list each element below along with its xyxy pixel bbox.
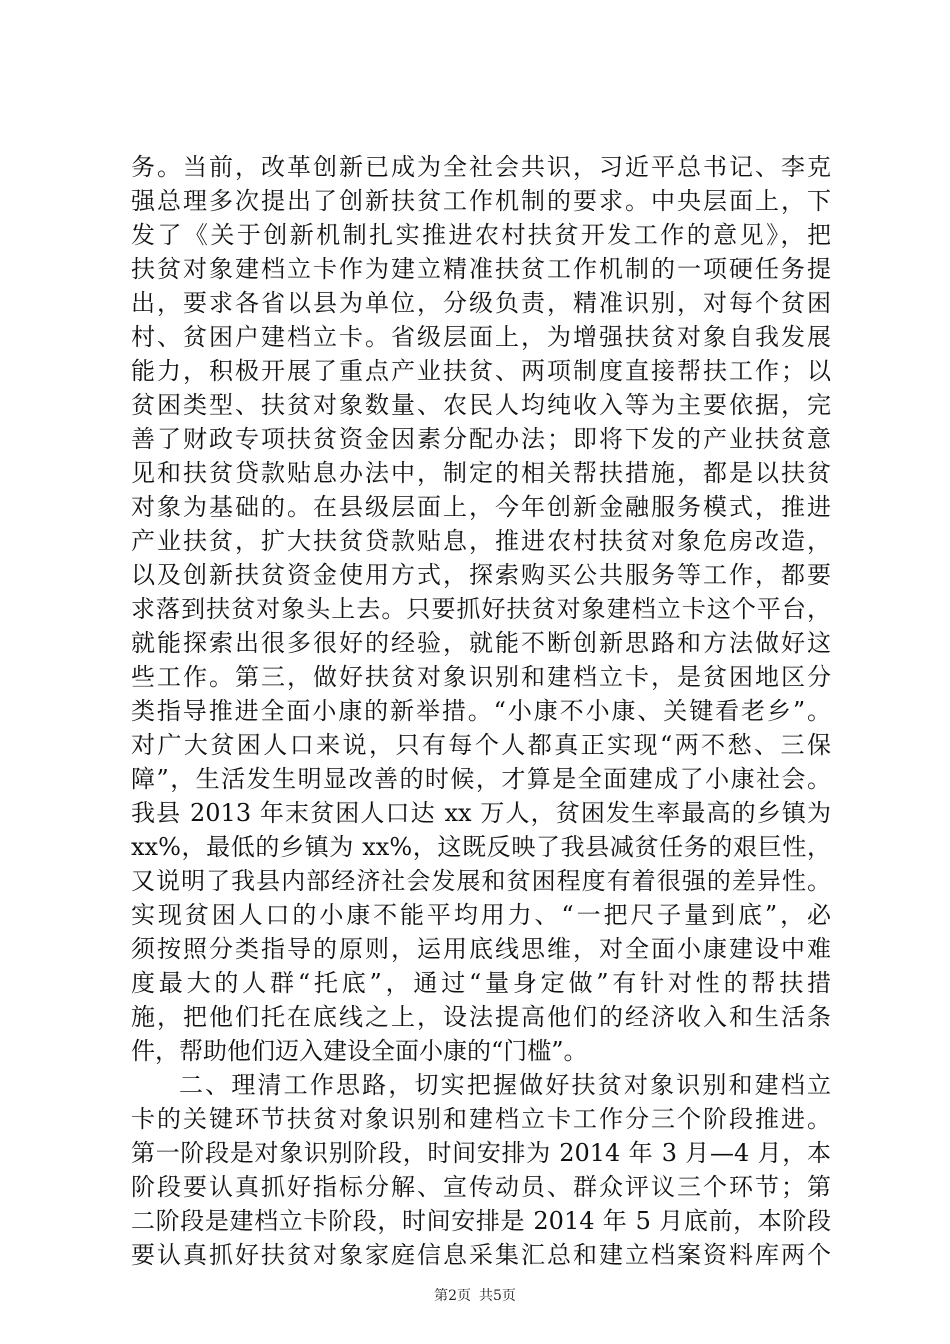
- text-line: 对象为基础的。在县级层面上，今年创新金融服务模式，推进: [131, 493, 831, 521]
- text-line: 施，把他们托在底线之上，设法提高他们的经济收入和生活条: [131, 1003, 831, 1031]
- page-total: 共5页: [479, 1288, 516, 1304]
- text-line: 贫困类型、扶贫对象数量、农民人均纯收入等为主要依据，完: [131, 391, 831, 419]
- text-line: 求落到扶贫对象头上去。只要抓好扶贫对象建档立卡这个平台，: [131, 595, 831, 623]
- document-body: [131, 150, 831, 1272]
- text-line: 要认真抓好扶贫对象家庭信息采集汇总和建立档案资料库两个: [131, 1241, 831, 1269]
- page-footer: [0, 1286, 950, 1306]
- text-line: 阶段要认真抓好指标分解、宣传动员、群众评议三个环节；第: [131, 1173, 831, 1201]
- text-line: 二阶段是建档立卡阶段，时间安排是 2014 年 5 月底前，本阶段: [131, 1207, 831, 1235]
- text-line: 扶贫对象建档立卡作为建立精准扶贫工作机制的一项硬任务提: [131, 255, 831, 283]
- text-line: 村、贫困户建档立卡。省级层面上，为增强扶贫对象自我发展: [131, 323, 831, 351]
- text-line: xx%，最低的乡镇为 xx%，这既反映了我县减贫任务的艰巨性，: [131, 833, 831, 861]
- text-line: 出，要求各省以县为单位，分级负责，精准识别，对每个贫困: [131, 289, 831, 317]
- text-line: 又说明了我县内部经济社会发展和贫困程度有着很强的差异性。: [131, 867, 831, 895]
- text-line: 类指导推进全面小康的新举措。“小康不小康、关键看老乡”。: [131, 697, 831, 725]
- text-line: 对广大贫困人口来说，只有每个人都真正实现“两不愁、三保: [131, 731, 831, 759]
- text-line: 第一阶段是对象识别阶段，时间安排为 2014 年 3 月—4 月，本: [131, 1139, 831, 1167]
- text-line: 以及创新扶贫资金使用方式，探索购买公共服务等工作，都要: [131, 561, 831, 589]
- text-line: 见和扶贫贷款贴息办法中，制定的相关帮扶措施，都是以扶贫: [131, 459, 831, 487]
- text-line: 就能探索出很多很好的经验，就能不断创新思路和方法做好这: [131, 629, 831, 657]
- text-line: 件，帮助他们迈入建设全面小康的“门槛”。: [131, 1037, 588, 1065]
- text-line: 务。当前，改革创新已成为全社会共识，习近平总书记、李克: [131, 153, 831, 181]
- text-line: 善了财政专项扶贫资金因素分配办法；即将下发的产业扶贫意: [131, 425, 831, 453]
- text-line: 些工作。第三，做好扶贫对象识别和建档立卡，是贫困地区分: [131, 663, 831, 691]
- text-line: 能力，积极开展了重点产业扶贫、两项制度直接帮扶工作；以: [131, 357, 831, 385]
- text-line: 实现贫困人口的小康不能平均用力、“一把尺子量到底”，必: [131, 901, 831, 929]
- text-line: 须按照分类指导的原则，运用底线思维，对全面小康建设中难: [131, 935, 831, 963]
- page-number: 第2页: [434, 1288, 471, 1304]
- text-line: 卡的关键环节扶贫对象识别和建档立卡工作分三个阶段推进。: [131, 1105, 831, 1133]
- text-line: 产业扶贫，扩大扶贫贷款贴息，推进农村扶贫对象危房改造，: [131, 527, 831, 555]
- text-line: 发了《关于创新机制扎实推进农村扶贫开发工作的意见》，把: [131, 221, 831, 249]
- text-line: 我县 2013 年末贫困人口达 xx 万人，贫困发生率最高的乡镇为: [131, 799, 831, 827]
- text-line: 障”，生活发生明显改善的时候，才算是全面建成了小康社会。: [131, 765, 831, 793]
- text-line: 度最大的人群“托底”，通过“量身定做”有针对性的帮扶措: [131, 969, 831, 997]
- section-heading-line: 二、理清工作思路，切实把握做好扶贫对象识别和建档立: [179, 1071, 831, 1099]
- text-line: 强总理多次提出了创新扶贫工作机制的要求。中央层面上，下: [131, 187, 831, 215]
